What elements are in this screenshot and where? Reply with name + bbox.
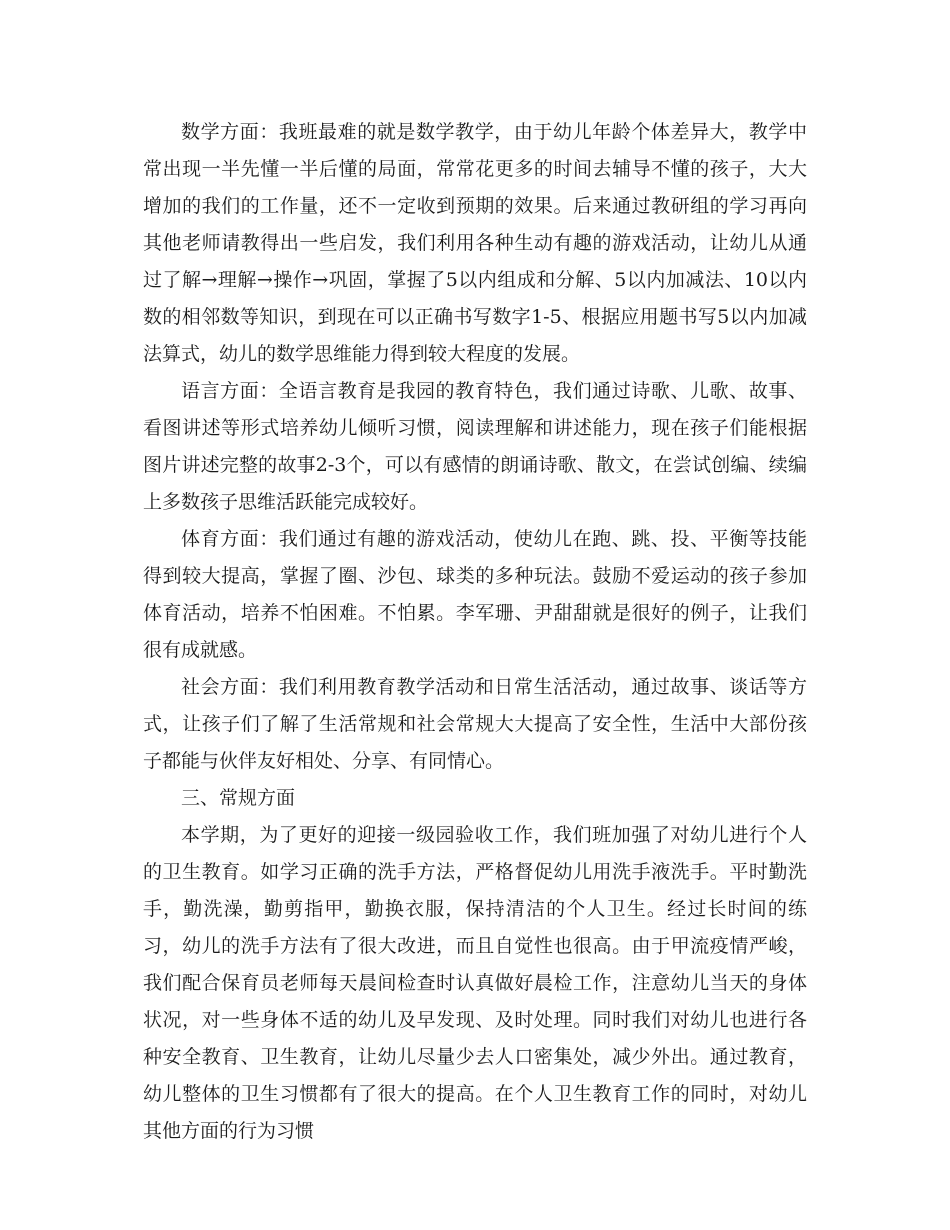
paragraph-language: 语言方面：全语言教育是我园的教育特色，我们通过诗歌、儿歌、故事、看图讲述等形式培养幼儿倾听习惯，阅读理解和讲述能力，现在孩子们能根据图片讲述完整的故事2-3个，可以有感情的朗诵诗歌、散文，在尝试创编、续编上多数孩子思维活跃能完成较好。: [143, 380, 807, 513]
section-heading-routine: 三、常规方面: [181, 787, 296, 809]
document-body: [143, 114, 807, 1150]
paragraph-social: 社会方面：我们利用教育教学活动和日常生活活动，通过故事、谈话等方式，让孩子们了解了生活常规和社会常规大大提高了安全性，生活中大部份孩子都能与伙伴友好相处、分享、有同情心。: [143, 676, 807, 772]
paragraph-sports: 体育方面：我们通过有趣的游戏活动，使幼儿在跑、跳、投、平衡等技能得到较大提高，掌握了圈、沙包、球类的多种玩法。鼓励不爱运动的孩子参加体育活动，培养不怕困难。不怕累。李军珊、尹甜甜就是很好的例子，让我们很有成就感。: [143, 528, 807, 661]
paragraph-routine: 本学期，为了更好的迎接一级园验收工作，我们班加强了对幼儿进行个人的卫生教育。如学习正确的洗手方法，严格督促幼儿用洗手液洗手。平时勤洗手，勤洗澡，勤剪指甲，勤换衣服，保持清洁的个人卫生。经过长时间的练习，幼儿的洗手方法有了很大改进，而且自觉性也很高。由于甲流疫情严峻，我们配合保育员老师每天晨间检查时认真做好晨检工作，注意幼儿当天的身体状况，对一些身体不适的幼儿及早发现、及时处理。同时我们对幼儿也进行各种安全教育、卫生教育，让幼儿尽量少去人口密集处，减少外出。通过教育，幼儿整体的卫生习惯都有了很大的提高。在个人卫生教育工作的同时，对幼儿其他方面的行为习惯: [143, 824, 807, 1142]
paragraph-math: 数学方面：我班最难的就是数学教学，由于幼儿年龄个体差异大，教学中常出现一半先懂一半后懂的局面，常常花更多的时间去辅导不懂的孩子，大大增加的我们的工作量，还不一定收到预期的效果。后来通过教研组的学习再向其他老师请教得出一些启发，我们利用各种生动有趣的游戏活动，让幼儿从通过了解→理解→操作→巩固，掌握了5以内组成和分解、5以内加减法、10以内数的相邻数等知识，到现在可以正确书写数字1-5、根据应用题书写5以内加减法算式，幼儿的数学思维能力得到较大程度的发展。: [143, 121, 807, 365]
